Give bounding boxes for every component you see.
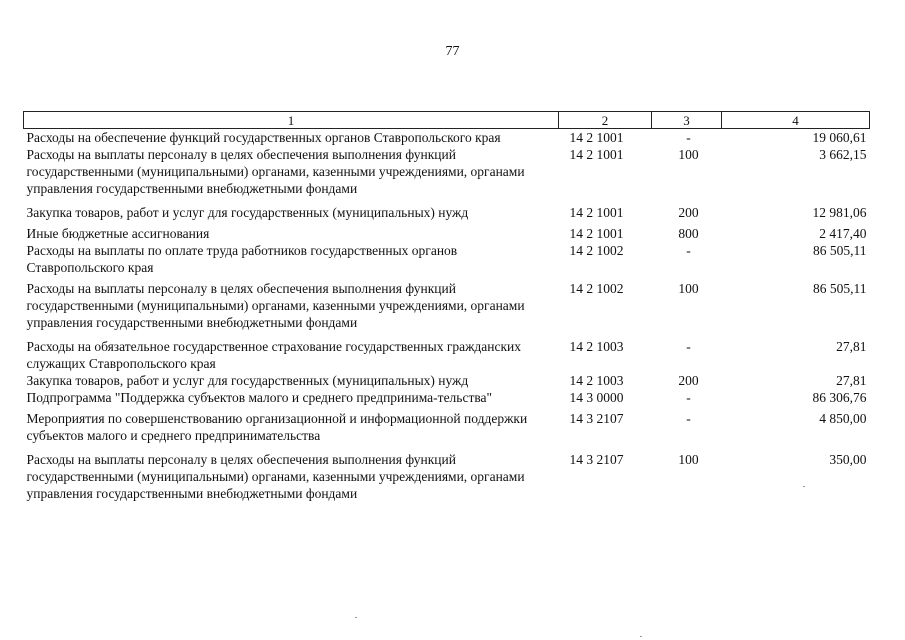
table-row bbox=[24, 280, 870, 338]
row-amount: 2 417,40 bbox=[819, 226, 867, 241]
table-row bbox=[24, 146, 870, 204]
row-type: - bbox=[686, 339, 691, 354]
table-row bbox=[24, 225, 870, 242]
row-amount: 3 662,15 bbox=[819, 147, 867, 162]
scan-speck bbox=[640, 636, 642, 637]
row-type: - bbox=[686, 130, 691, 145]
header-col-4: 4 bbox=[722, 112, 870, 129]
page-number: 77 bbox=[445, 44, 460, 59]
row-code: 14 3 0000 bbox=[569, 390, 624, 405]
row-type: - bbox=[686, 411, 691, 426]
row-name: Расходы на обязательное государственное страхование государственных гражданских служащих Ставропольского края bbox=[26, 339, 522, 371]
row-type: 100 bbox=[678, 281, 699, 296]
header-col-3: 3 bbox=[652, 112, 722, 129]
row-amount: 19 060,61 bbox=[812, 130, 867, 145]
row-name: Расходы на выплаты персоналу в целях обеспечения выполнения функций государственными (муниципальными) органами, казенными учреждениями, органами управления государственными внебюджетными фондами bbox=[26, 452, 525, 501]
row-amount: 12 981,06 bbox=[812, 205, 867, 220]
row-amount: 350,00 bbox=[829, 452, 867, 467]
row-code: 14 2 1001 bbox=[569, 130, 624, 145]
row-name: Подпрограмма "Поддержка субъектов малого и среднего предпринима-тельства" bbox=[26, 390, 493, 405]
row-code: 14 2 1003 bbox=[569, 373, 624, 388]
header-col-1: 1 bbox=[24, 112, 559, 129]
row-name: Мероприятия по совершенствованию организационной и информационной поддержки субъектов малого и среднего предпринимательства bbox=[26, 411, 528, 443]
row-name: Расходы на обеспечение функций государственных органов Ставропольского края bbox=[26, 130, 501, 145]
budget-table bbox=[23, 111, 870, 502]
table-header bbox=[24, 112, 870, 129]
row-code: 14 3 2107 bbox=[569, 411, 624, 426]
row-name: Расходы на выплаты по оплате труда работников государственных органов Ставропольского края bbox=[26, 243, 458, 275]
row-amount: 86 505,11 bbox=[813, 243, 867, 258]
row-amount: 27,81 bbox=[836, 373, 867, 388]
table-row bbox=[24, 389, 870, 410]
row-code: 14 2 1003 bbox=[569, 339, 624, 354]
header-col-2: 2 bbox=[559, 112, 652, 129]
row-code: 14 2 1002 bbox=[569, 243, 624, 258]
row-amount: 86 306,76 bbox=[812, 390, 867, 405]
row-code: 14 2 1001 bbox=[569, 226, 624, 241]
row-code: 14 2 1001 bbox=[569, 205, 624, 220]
row-name: Иные бюджетные ассигнования bbox=[26, 226, 210, 241]
table-row bbox=[24, 242, 870, 280]
table-row bbox=[24, 129, 870, 147]
table-row bbox=[24, 451, 870, 502]
row-name: Расходы на выплаты персоналу в целях обеспечения выполнения функций государственными (муниципальными) органами, казенными учреждениями, органами управления государственными внебюджетными фондами bbox=[26, 281, 525, 330]
row-name: Расходы на выплаты персоналу в целях обеспечения выполнения функций государственными (муниципальными) органами, казенными учреждениями, органами управления государственными внебюджетными фондами bbox=[26, 147, 525, 196]
row-type: 200 bbox=[678, 373, 699, 388]
table-row bbox=[24, 204, 870, 225]
table-body bbox=[24, 129, 870, 503]
row-name: Закупка товаров, работ и услуг для государственных (муниципальных) нужд bbox=[26, 373, 469, 388]
row-amount: 27,81 bbox=[836, 339, 867, 354]
header-row bbox=[24, 112, 870, 129]
row-type: - bbox=[686, 390, 691, 405]
row-code: 14 2 1002 bbox=[569, 281, 624, 296]
scan-speck bbox=[355, 617, 357, 618]
row-code: 14 2 1001 bbox=[569, 147, 624, 162]
table-row bbox=[24, 372, 870, 389]
row-type: 100 bbox=[678, 452, 699, 467]
row-type: 100 bbox=[678, 147, 699, 162]
row-code: 14 3 2107 bbox=[569, 452, 624, 467]
row-type: - bbox=[686, 243, 691, 258]
row-amount: 4 850,00 bbox=[819, 411, 867, 426]
table-row bbox=[24, 338, 870, 372]
scan-speck bbox=[803, 486, 805, 487]
table-row bbox=[24, 410, 870, 451]
row-amount: 86 505,11 bbox=[813, 281, 867, 296]
row-name: Закупка товаров, работ и услуг для государственных (муниципальных) нужд bbox=[26, 205, 469, 220]
row-type: 200 bbox=[678, 205, 699, 220]
row-type: 800 bbox=[678, 226, 699, 241]
